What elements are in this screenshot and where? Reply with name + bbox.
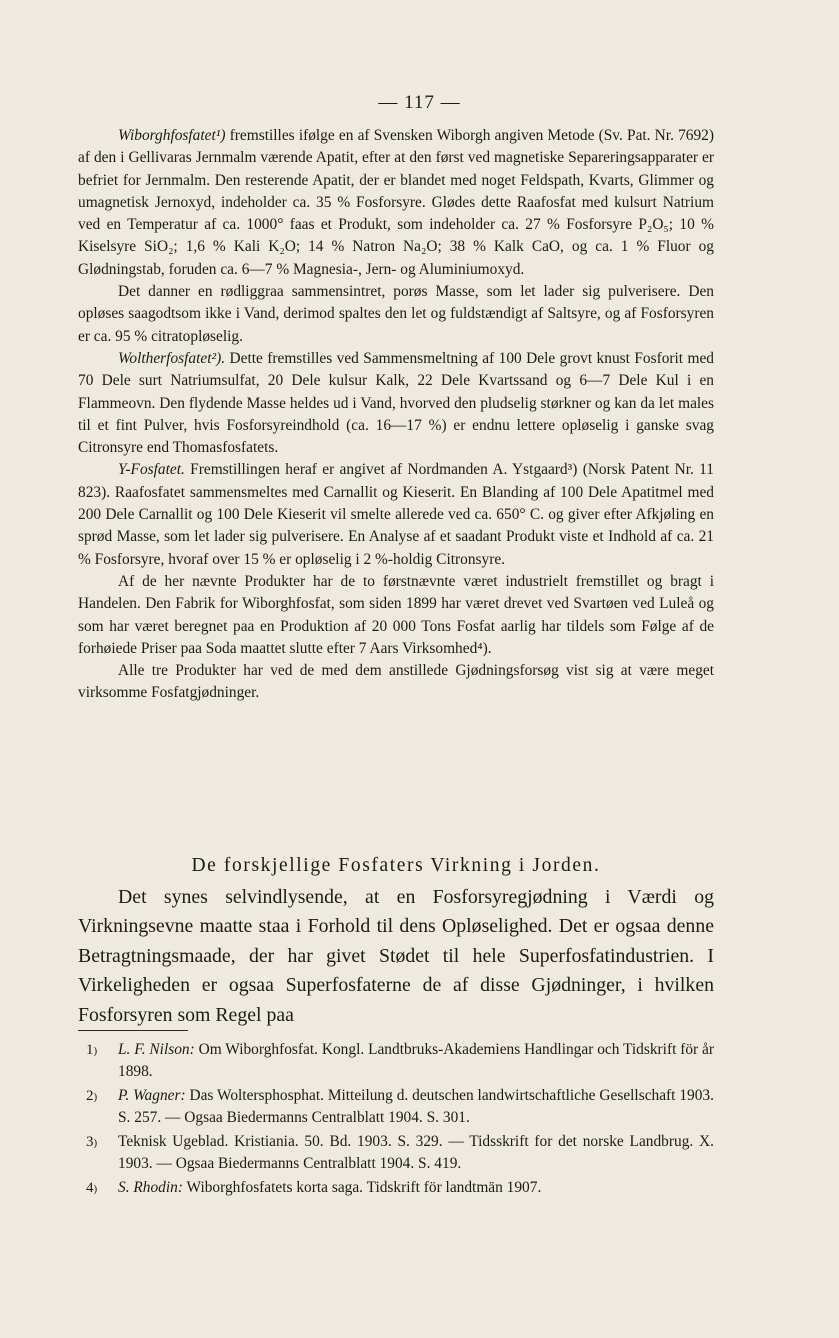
paragraph-text: Dette fremstilles ved Sammensmeltning af 100 Dele grovt knust Fosforit med 70 Dele surt Natriumsulfat, 20 Dele kulsur Kalk, 22 Dele Kvartssand og 6—7 Dele Kul i en Flammeovn. Den flydende Masse heldes ud i Vand, hvorved den pludselig størkner og kan da let males til et fint Pulver, hvis Fosforsyreindhold (ca. 16—17 %) er endnu lettere opløselig i ganske svag Citronsyre end Thomasfosfatets. xyxy=(78,349,714,457)
paragraph-wolther xyxy=(78,348,714,459)
footnote-marker: 1) xyxy=(86,1042,98,1058)
footnote-text: Wiborghfosfatets korta saga. Tidskrift för landtmän 1907. xyxy=(182,1179,542,1196)
footnote-4 xyxy=(78,1177,714,1199)
footnote-1 xyxy=(78,1039,714,1083)
paragraph-lead: Wiborghfosfatet¹) xyxy=(118,127,226,144)
footnote-author: P. Wagner: xyxy=(118,1087,186,1104)
footnote-author: L. F. Nilson: xyxy=(118,1041,195,1058)
footnote-author: S. Rhodin: xyxy=(118,1179,183,1196)
paragraph-y-fosfat xyxy=(78,459,714,570)
paragraph-text: Det danner en rødliggraa sammensintret, porøs Masse, som let lader sig pulverisere. Den opløses saagodtsom ikke i Vand, derimod spaltes den let og fuldstændigt af Saltsyre, og af Fosforsyren er ca. 95 % citratopløselig. xyxy=(78,283,714,345)
paragraph-wiborgh xyxy=(78,125,714,281)
paragraph-industry xyxy=(78,571,714,660)
paragraph-conclusion xyxy=(78,660,714,705)
paragraph-lead: Woltherfosfatet²). xyxy=(118,349,226,367)
footnote-divider xyxy=(78,1030,188,1031)
footnote-marker: 3) xyxy=(86,1134,98,1150)
paragraph-text: Af de her nævnte Produkter har de to førstnævnte været industrielt fremstillet og bragt i Handelen. Den Fabrik for Wiborghfosfat, som siden 1899 har været drevet ved Svartøen ved Luleå og som har været beregnet paa en Produktion af 20 000 Tons Fosfat aarlig har tildels som Følge af de forhøiede Priser paa Soda maattet slutte efter 7 Aars Virksomhed⁴). xyxy=(78,572,714,657)
page-number: — 117 — xyxy=(378,92,461,113)
section-heading: De forskjellige Fosfaters Virkning i Jorden. xyxy=(191,855,601,876)
footnote-text: Teknisk Ugeblad. Kristiania. 50. Bd. 1903. S. 329. — Tidsskrift for det norske Landbrug. X. 1903. — Ogsaa Biedermanns Centralblatt 1904. S. 419. xyxy=(118,1133,714,1172)
footnote-text: Das Woltersphosphat. Mitteilung d. deutschen landwirtschaftliche Gesellschaft 1903. S. 257. — Ogsaa Biedermanns Centralblatt 1904. S. 301. xyxy=(118,1087,714,1126)
paragraph-text: fremstilles ifølge en af Svensken Wiborgh angiven Metode (Sv. Pat. Nr. 7692) af den i Gellivaras Jernmalm værende Apatit, efter at den først ved magnetiske Separeringsapparater er befriet for Jernmalm. Den resterende Apatit, der er blandet med noget Feldspath, Kvarts, Glimmer og umagnetisk Jernoxyd, indeholder ca. 35 % Fosforsyre. Glødes dette Raafosfat med kulsurt Natrium ved en Temperatur af ca. 1000° faas et Produkt, som indeholder ca. 27 % Fosforsyre P₂O₅; 10 % Kiselsyre SiO₂; 1,6 % Kali K₂O; 14 % Natron Na₂O; 38 % Kalk CaO, og ca. 1 % Fluor og Glødningstab, foruden ca. 6—7 % Magnesia-, Jern- og Aluminiumoxyd. xyxy=(78,127,714,278)
footnote-3 xyxy=(78,1131,714,1175)
body-text xyxy=(78,125,714,705)
section-body xyxy=(78,883,714,1030)
footnote-marker: 4) xyxy=(86,1180,98,1196)
paragraph-properties xyxy=(78,281,714,348)
footnotes xyxy=(78,1039,714,1201)
section-paragraph: Det synes selvindlysende, at en Fosforsyregjødning i Værdi og Virkningsevne maatte staa i Forhold til dens Opløselighed. Det er ogsaa denne Betragtningsmaade, der har givet Stødet til hele Superfosfatindustrien. I Virkeligheden er ogsaa Superfosfaterne de af disse Gjødninger, i hvilken Fosforsyren som Regel paa xyxy=(78,886,714,1026)
footnote-marker: 2) xyxy=(86,1088,98,1104)
paragraph-lead: Y-Fosfatet. xyxy=(118,461,185,479)
footnote-2 xyxy=(78,1085,714,1129)
paragraph-text: Fremstillingen heraf er angivet af Nordmanden A. Ystgaard³) (Norsk Patent Nr. 11 823). Raafosfatet sammensmeltes med Carnallit og Kieserit. En Blanding af 100 Dele Apatitmel med 200 Dele Carnallit og 100 Dele Kieserit vil smelte allerede ved ca. 650° C. og giver efter Afkjøling en sprød Masse, som let lader sig pulverisere. En Analyse af et saadant Produkt viste et Indhold af ca. 21 % Fosforsyre, hvoraf over 15 % er opløselig i 2 %-holdig Citronsyre. xyxy=(78,461,714,568)
footnote-text: Om Wiborghfosfat. Kongl. Landtbruks-Akademiens Handlingar och Tidskrift för år 1898. xyxy=(118,1041,714,1080)
paragraph-text: Alle tre Produkter har ved de med dem anstillede Gjødningsforsøg vist sig at være meget virksomme Fosfatgjødninger. xyxy=(78,662,714,702)
